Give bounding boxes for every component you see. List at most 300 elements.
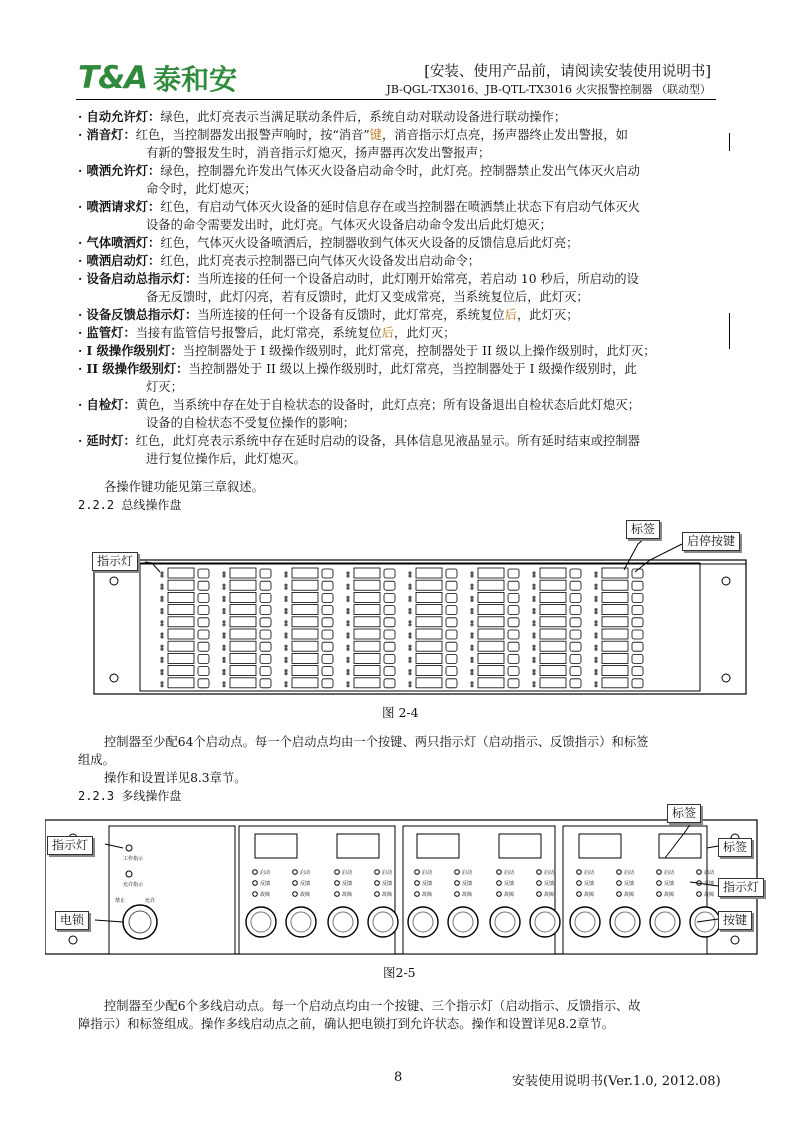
indicator-led xyxy=(346,645,349,648)
label-slot xyxy=(168,666,194,676)
indicator-text-cont: 灯灭； xyxy=(146,380,183,394)
indicator-led xyxy=(470,587,473,590)
indicator-led xyxy=(284,645,287,648)
indicator-caption: 故障 xyxy=(624,892,635,898)
section-heading-2-2-2: 2.2.2 总线操作盘 xyxy=(78,498,182,512)
start-stop-key xyxy=(322,581,333,590)
indicator-led xyxy=(222,611,225,614)
label-slot xyxy=(354,666,380,676)
indicator-caption: 反馈 xyxy=(422,881,433,887)
indicator-led xyxy=(346,574,349,577)
indicator-led xyxy=(222,574,225,577)
label-slot xyxy=(168,678,194,688)
label-slot xyxy=(168,629,194,639)
callout-indicator-left: 指示灯 xyxy=(47,836,93,855)
label-slot xyxy=(168,641,194,651)
label-slot xyxy=(168,617,194,627)
indicator-led xyxy=(532,657,535,660)
start-stop-key xyxy=(260,618,271,627)
indicator-led xyxy=(222,645,225,648)
indicator-led xyxy=(408,645,411,648)
header-notice: [安装、使用产品前，请阅读安装使用说明书] xyxy=(424,64,711,80)
indicator-led xyxy=(284,611,287,614)
indicator-led xyxy=(470,681,473,684)
indicator-caption: 启动 xyxy=(704,870,715,876)
indicator-led xyxy=(160,584,163,587)
indicator-caption: 故障 xyxy=(584,892,595,898)
start-stop-key xyxy=(260,630,271,639)
indicator-led xyxy=(222,648,225,651)
indicator-led xyxy=(594,632,597,635)
label-slot xyxy=(354,605,380,615)
start-stop-key xyxy=(384,593,395,602)
indicator-led xyxy=(532,645,535,648)
indicator-led xyxy=(284,684,287,687)
start-stop-key xyxy=(446,679,457,688)
label-slot xyxy=(416,605,442,615)
label-slot xyxy=(602,629,628,639)
indicator-led xyxy=(160,681,163,684)
label-slot xyxy=(602,617,628,627)
indicator-caption: 故障 xyxy=(704,892,715,898)
indicator-led xyxy=(160,599,163,602)
indicator-led xyxy=(284,587,287,590)
label-slot xyxy=(478,568,504,578)
figure-caption: 图2-5 xyxy=(383,965,416,980)
indicator-item xyxy=(78,234,728,252)
indicator-item xyxy=(78,396,728,432)
indicator-text: 当控制器处于 II 级以上操作级别时，此灯常亮，当控制器处于 I 级操作级别时，此 xyxy=(188,362,637,376)
label-slot xyxy=(292,678,318,688)
start-stop-key xyxy=(632,593,643,602)
label-slot xyxy=(416,629,442,639)
paragraph: 控制器至少配6个多线启动点。每一个启动点均由一个按键、三个指示灯（启动指示、反馈指示、故 xyxy=(104,999,641,1013)
start-stop-key xyxy=(570,593,581,602)
indicator-led xyxy=(346,584,349,587)
indicator-label: · 喷洒允许灯： xyxy=(78,163,161,178)
indicator-led xyxy=(160,623,163,626)
indicator-led xyxy=(470,684,473,687)
indicator-led xyxy=(346,596,349,599)
label-slot xyxy=(354,568,380,578)
indicator-led xyxy=(346,669,349,672)
label-slot xyxy=(292,617,318,627)
label-slot xyxy=(230,592,256,602)
label-slot xyxy=(168,605,194,615)
indicator-led xyxy=(532,623,535,626)
start-stop-key xyxy=(446,654,457,663)
start-stop-key xyxy=(446,569,457,578)
indicator-led xyxy=(408,657,411,660)
indicator-item xyxy=(78,270,728,306)
start-stop-key xyxy=(446,642,457,651)
start-stop-key xyxy=(384,642,395,651)
indicator-caption: 反馈 xyxy=(300,881,311,887)
indicator-led xyxy=(408,587,411,590)
indicator-led xyxy=(594,681,597,684)
label-window xyxy=(659,834,701,858)
indicator-label: · 设备反馈总指示灯： xyxy=(78,307,198,322)
indicator-led xyxy=(408,684,411,687)
indicator-label: · 自动允许灯： xyxy=(78,109,161,124)
indicator-led xyxy=(222,632,225,635)
indicator-item xyxy=(78,324,728,342)
start-stop-key xyxy=(198,642,209,651)
indicator-led xyxy=(470,596,473,599)
label-slot xyxy=(354,629,380,639)
indicator-caption: 故障 xyxy=(544,892,555,898)
callout-start-stop-key: 启停按键 xyxy=(682,532,740,551)
label-slot xyxy=(354,678,380,688)
indicator-led xyxy=(594,645,597,648)
label-slot xyxy=(230,580,256,590)
start-stop-key xyxy=(508,679,519,688)
indicator-led xyxy=(594,584,597,587)
start-stop-key xyxy=(384,581,395,590)
indicator-led xyxy=(222,584,225,587)
indicator-text: 绿色，控制器允许发出气体灭火设备启动命令时，此灯亮。控制器禁止发出气体灭火启动 xyxy=(160,164,640,178)
label-window xyxy=(337,834,379,858)
label-slot xyxy=(478,605,504,615)
label-slot xyxy=(540,629,566,639)
indicator-led xyxy=(160,596,163,599)
label-slot xyxy=(292,592,318,602)
start-stop-key xyxy=(322,679,333,688)
callout-label-right: 标签 xyxy=(718,838,752,857)
start-stop-key xyxy=(198,667,209,676)
label-slot xyxy=(478,617,504,627)
indicator-caption: 故障 xyxy=(260,892,271,898)
highlight-text: 后 xyxy=(381,326,395,340)
indicator-led xyxy=(346,587,349,590)
indicator-item xyxy=(78,162,728,198)
indicator-led xyxy=(408,660,411,663)
label-slot xyxy=(540,605,566,615)
indicator-item xyxy=(78,432,728,468)
electric-lock xyxy=(123,905,157,939)
start-stop-key xyxy=(384,654,395,663)
label-slot xyxy=(478,629,504,639)
indicator-text: ，消音指示灯点亮，扬声器终止发出警报，如 xyxy=(381,128,628,142)
start-stop-key xyxy=(198,618,209,627)
start-stop-key xyxy=(446,618,457,627)
indicator-led xyxy=(284,632,287,635)
label-slot xyxy=(230,617,256,627)
label-slot xyxy=(168,653,194,663)
paragraph: 组成。 xyxy=(78,753,115,767)
start-stop-key xyxy=(446,606,457,615)
indicator-led xyxy=(346,608,349,611)
indicator-led xyxy=(408,611,411,614)
indicator-led xyxy=(470,635,473,638)
label-slot xyxy=(168,580,194,590)
start-stop-key xyxy=(570,667,581,676)
start-stop-key xyxy=(322,642,333,651)
indicator-item xyxy=(78,306,728,324)
indicator-led xyxy=(532,596,535,599)
start-stop-key xyxy=(508,630,519,639)
indicator-led xyxy=(160,632,163,635)
label-slot xyxy=(354,592,380,602)
indicator-label: · I 级操作级别灯： xyxy=(78,343,183,358)
indicator-led xyxy=(470,574,473,577)
indicator-led xyxy=(346,657,349,660)
indicator-led xyxy=(408,681,411,684)
callout-indicator-right: 指示灯 xyxy=(718,878,764,897)
start-stop-key xyxy=(632,630,643,639)
label-slot xyxy=(540,653,566,663)
indicator-led xyxy=(594,596,597,599)
header-model: JB-QGL-TX3016、JB-QTL-TX3016 火灾报警控制器 （联动型） xyxy=(386,83,711,96)
header-rule xyxy=(76,99,716,100)
start-stop-key xyxy=(198,593,209,602)
indicator-caption: 启动 xyxy=(462,870,473,876)
start-stop-key xyxy=(570,581,581,590)
indicator-led xyxy=(532,684,535,687)
label-slot xyxy=(478,678,504,688)
indicator-led xyxy=(346,635,349,638)
indicator-led xyxy=(532,648,535,651)
indicator-text: 当控制器处于 I 级操作级别时，此灯常亮，控制器处于 II 级以上操作级别时，此灯灭； xyxy=(182,344,656,358)
multiline-panel-drawing xyxy=(45,802,770,962)
label-slot xyxy=(230,568,256,578)
indicator-led xyxy=(346,660,349,663)
label-slot xyxy=(602,678,628,688)
label-slot xyxy=(292,568,318,578)
indicator-item xyxy=(78,126,728,162)
highlight-text: 键 xyxy=(369,128,382,142)
label-slot xyxy=(230,641,256,651)
label-slot xyxy=(292,666,318,676)
label-slot xyxy=(540,617,566,627)
start-stop-key xyxy=(260,679,271,688)
indicator-led xyxy=(222,657,225,660)
bus-panel-drawing xyxy=(90,520,750,700)
start-stop-key xyxy=(260,642,271,651)
start-stop-key xyxy=(632,606,643,615)
indicator-led xyxy=(408,571,411,574)
label-slot xyxy=(230,653,256,663)
label-slot xyxy=(354,653,380,663)
start-stop-key xyxy=(260,606,271,615)
allow-indicator-label: 允许指示 xyxy=(123,882,144,888)
indicator-led xyxy=(160,587,163,590)
callout-label: 标签 xyxy=(626,520,660,539)
label-slot xyxy=(354,580,380,590)
start-stop-key xyxy=(632,654,643,663)
indicator-led xyxy=(284,657,287,660)
start-stop-key xyxy=(384,630,395,639)
start-stop-key xyxy=(198,679,209,688)
paragraph: 控制器至少配64个启动点。每一个启动点均由一个按键、两只指示灯（启动指示、反馈指示）和标签 xyxy=(104,735,649,749)
indicator-caption: 故障 xyxy=(342,892,353,898)
label-slot xyxy=(168,568,194,578)
indicator-led xyxy=(222,608,225,611)
indicator-led xyxy=(222,660,225,663)
indicator-led xyxy=(160,672,163,675)
lock-allow-label: 允许 xyxy=(145,898,156,904)
indicator-label: · II 级操作级别灯： xyxy=(78,361,189,376)
indicator-label: · 延时灯： xyxy=(78,433,136,448)
indicator-caption: 反馈 xyxy=(584,881,595,887)
indicator-led xyxy=(470,584,473,587)
revision-mark xyxy=(729,313,730,349)
start-stop-key xyxy=(198,606,209,615)
indicator-led xyxy=(594,574,597,577)
indicator-led xyxy=(594,635,597,638)
indicator-led xyxy=(222,635,225,638)
indicator-text-cont: 设备的命令需要发出时，此灯亮。气体灭火设备启动命令发出后此灯熄灭； xyxy=(146,218,552,232)
paragraph: 障指示）和标签组成。操作多线启动点之前，确认把电锁打到允许状态。操作和设置详见8.2章节。 xyxy=(78,1017,615,1031)
indicator-led xyxy=(532,681,535,684)
start-stop-key xyxy=(260,667,271,676)
indicator-text: 当所连接的任何一个设备启动时，此灯刚开始常亮，若启动 10 秒后，所启动的设 xyxy=(197,272,639,286)
indicator-led xyxy=(284,620,287,623)
indicator-text: 绿色，此灯亮表示当满足联动条件后，系统自动对联动设备进行联动操作； xyxy=(160,110,567,124)
label-slot xyxy=(292,580,318,590)
indicator-led xyxy=(470,608,473,611)
start-stop-key xyxy=(384,606,395,615)
indicator-led xyxy=(284,681,287,684)
indicator-caption: 反馈 xyxy=(664,881,675,887)
page-number: 8 xyxy=(394,1070,403,1085)
indicator-text: ，此灯灭； xyxy=(394,326,456,340)
indicator-caption: 故障 xyxy=(462,892,473,898)
label-slot xyxy=(602,641,628,651)
start-stop-key xyxy=(632,618,643,627)
indicator-caption: 故障 xyxy=(504,892,515,898)
indicator-led xyxy=(284,608,287,611)
indicator-led xyxy=(346,681,349,684)
indicator-led xyxy=(346,611,349,614)
indicator-label: · 喷洒请求灯： xyxy=(78,199,161,214)
start-stop-key xyxy=(508,593,519,602)
start-stop-key xyxy=(632,679,643,688)
start-stop-key xyxy=(508,618,519,627)
label-slot xyxy=(478,580,504,590)
start-stop-key xyxy=(570,606,581,615)
indicator-led xyxy=(532,574,535,577)
label-slot xyxy=(540,568,566,578)
indicator-led xyxy=(532,669,535,672)
start-stop-key xyxy=(508,642,519,651)
indicator-led xyxy=(408,596,411,599)
callout-indicator: 指示灯 xyxy=(92,552,138,571)
indicator-led xyxy=(284,571,287,574)
callout-electric-lock: 电锁 xyxy=(55,911,89,930)
indicator-label: · 自检灯： xyxy=(78,397,136,412)
indicator-text-cont: 命令时，此灯熄灭； xyxy=(146,182,257,196)
start-stop-key xyxy=(570,642,581,651)
start-stop-key xyxy=(446,581,457,590)
label-slot xyxy=(478,641,504,651)
label-slot xyxy=(478,653,504,663)
start-stop-key xyxy=(632,581,643,590)
indicator-led xyxy=(594,684,597,687)
lock-forbid-label: 禁止 xyxy=(115,898,126,904)
indicator-item xyxy=(78,252,728,270)
start-stop-key xyxy=(446,630,457,639)
start-stop-key xyxy=(632,642,643,651)
label-slot xyxy=(540,641,566,651)
indicator-led xyxy=(346,620,349,623)
indicator-led xyxy=(470,669,473,672)
label-window xyxy=(417,834,459,858)
label-slot xyxy=(292,605,318,615)
indicator-led xyxy=(470,623,473,626)
indicator-text-cont: 进行复位操作后，此灯熄灭。 xyxy=(146,452,306,466)
label-slot xyxy=(602,653,628,663)
label-slot xyxy=(230,629,256,639)
indicator-led xyxy=(284,584,287,587)
label-slot xyxy=(416,568,442,578)
indicator-caption: 启动 xyxy=(300,870,311,876)
start-stop-key xyxy=(570,654,581,663)
indicator-led xyxy=(160,635,163,638)
indicator-caption: 反馈 xyxy=(504,881,515,887)
indicator-led xyxy=(408,648,411,651)
indicator-caption: 反馈 xyxy=(624,881,635,887)
label-slot xyxy=(416,641,442,651)
indicator-led xyxy=(408,584,411,587)
indicator-led xyxy=(408,635,411,638)
indicator-led xyxy=(470,599,473,602)
indicator-led xyxy=(346,632,349,635)
indicator-led xyxy=(594,660,597,663)
indicator-led xyxy=(160,608,163,611)
label-slot xyxy=(602,605,628,615)
start-stop-key xyxy=(508,569,519,578)
start-stop-key xyxy=(570,618,581,627)
start-stop-key xyxy=(508,606,519,615)
label-slot xyxy=(292,653,318,663)
indicator-led xyxy=(594,620,597,623)
indicator-led xyxy=(470,672,473,675)
indicator-led xyxy=(594,657,597,660)
start-stop-key xyxy=(260,581,271,590)
label-slot xyxy=(230,666,256,676)
revision-mark xyxy=(729,133,730,151)
indicator-led xyxy=(532,584,535,587)
label-slot xyxy=(354,641,380,651)
indicator-text: 红色，此灯亮表示系统中存在延时启动的设备，具体信息见液晶显示。所有延时结束或控制器 xyxy=(135,434,640,448)
indicator-text-cont: 有新的警报发生时，消音指示灯熄灭，扬声器再次发出警报声； xyxy=(146,146,491,160)
start-stop-key xyxy=(446,593,457,602)
indicator-led xyxy=(284,574,287,577)
indicator-led xyxy=(470,660,473,663)
indicator-led xyxy=(470,657,473,660)
label-slot xyxy=(168,592,194,602)
indicator-led xyxy=(346,571,349,574)
indicator-text: 当所连接的任何一个设备有反馈时，此灯常亮，系统复位 xyxy=(197,308,505,322)
label-slot xyxy=(416,678,442,688)
label-slot xyxy=(540,580,566,590)
indicator-led xyxy=(160,611,163,614)
multiline-panel-figure xyxy=(45,802,770,962)
label-slot xyxy=(416,653,442,663)
indicator-led xyxy=(222,596,225,599)
indicator-text: 红色，此灯亮表示控制器已向气体灭火设备发出启动命令； xyxy=(160,254,481,268)
indicator-led xyxy=(532,608,535,611)
indicator-led xyxy=(284,660,287,663)
indicator-led xyxy=(470,611,473,614)
indicator-label: · 喷洒启动灯： xyxy=(78,253,161,268)
indicator-text-cont: 设备的自检状态不受复位操作的影响； xyxy=(146,416,356,430)
start-stop-key xyxy=(508,654,519,663)
indicator-text: 红色，当控制器发出报警声响时，按“消音” xyxy=(135,128,370,142)
indicator-text: 红色，有启动气体灭火设备的延时信息存在或当控制器在喷洒禁止状态下有启动气体灭火 xyxy=(160,200,640,214)
start-stop-key xyxy=(260,569,271,578)
